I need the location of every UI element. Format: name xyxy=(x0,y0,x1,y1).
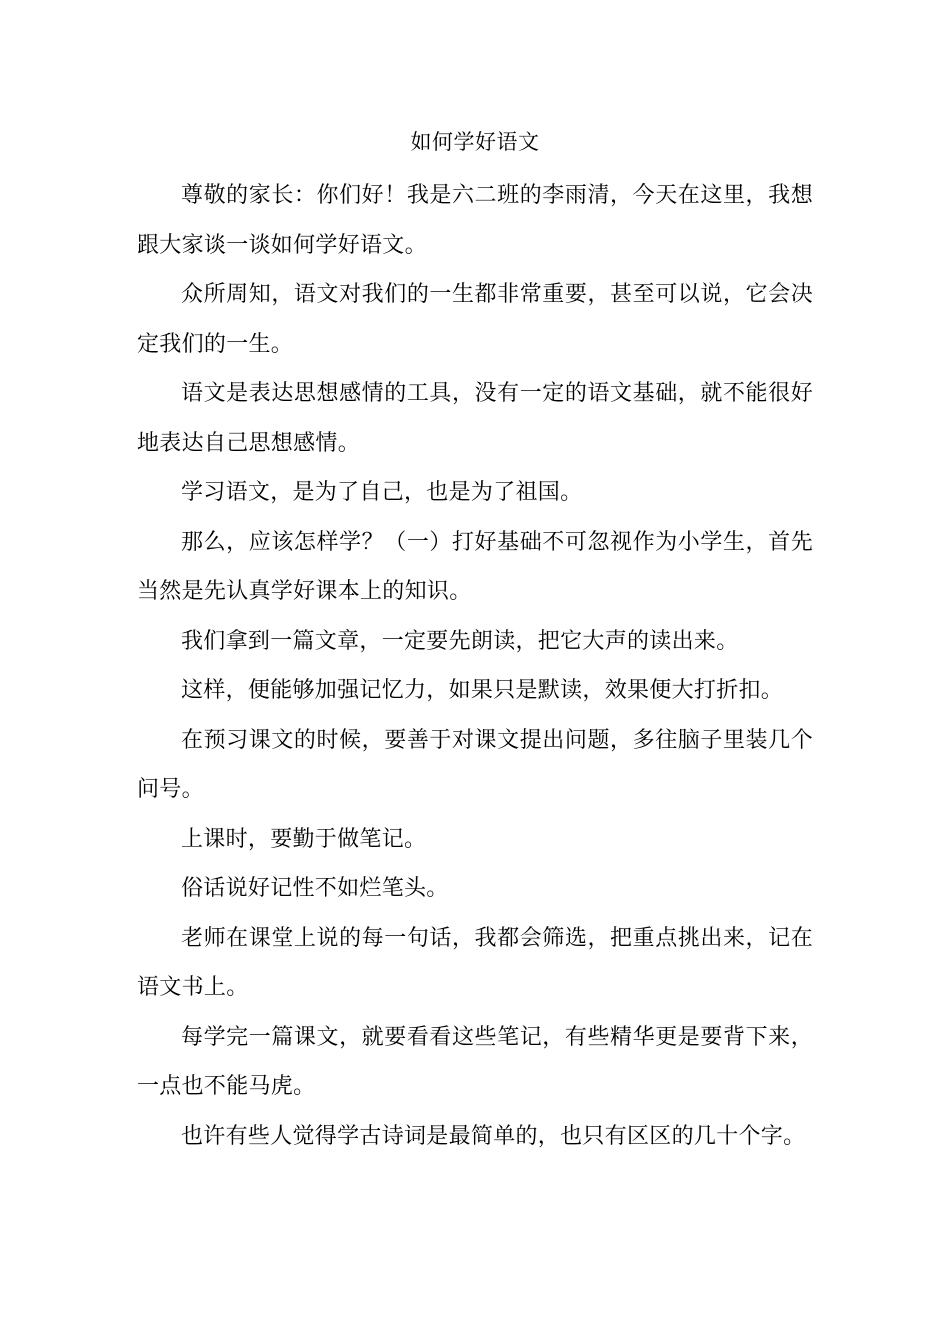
paragraph: 上课时，要勤于做笔记。 xyxy=(181,826,427,852)
paragraph: 老师在课堂上说的每一句话，我都会筛选，把重点挑出来，记在语文书上。 xyxy=(137,925,813,1000)
paragraph: 那么，应该怎样学？（一）打好基础不可忽视作为小学生，首先当然是先认真学好课本上的知识。 xyxy=(137,529,813,604)
paragraph: 学习语文，是为了自己，也是为了祖国。 xyxy=(181,480,583,505)
paragraph: 尊敬的家长：你们好！我是六二班的李雨清，今天在这里，我想跟大家谈一谈如何学好语文。 xyxy=(137,183,813,258)
paragraph: 语文是表达思想感情的工具，没有一定的语文基础，就不能很好地表达自己思想感情。 xyxy=(137,381,813,456)
paragraph: 众所周知，语文对我们的一生都非常重要，甚至可以说，它会决定我们的一生。 xyxy=(137,282,813,357)
document-title: 如何学好语文 xyxy=(410,130,540,154)
paragraph: 俗话说好记性不如烂笔头。 xyxy=(181,876,449,901)
paragraph: 每学完一篇课文，就要看看这些笔记，有些精华更是要背下来，一点也不能马虎。 xyxy=(137,1024,813,1099)
paragraph: 我们拿到一篇文章，一定要先朗读，把它大声的读出来。 xyxy=(181,628,739,654)
paragraph: 也许有些人觉得学古诗词是最简单的，也只有区区的几十个字。 xyxy=(181,1123,806,1149)
document-body xyxy=(137,122,813,1161)
paragraph: 在预习课文的时候，要善于对课文提出问题，多往脑子里装几个问号。 xyxy=(137,727,813,802)
paragraph: 这样，便能够加强记忆力，如果只是默读，效果便大打折扣。 xyxy=(181,678,784,703)
